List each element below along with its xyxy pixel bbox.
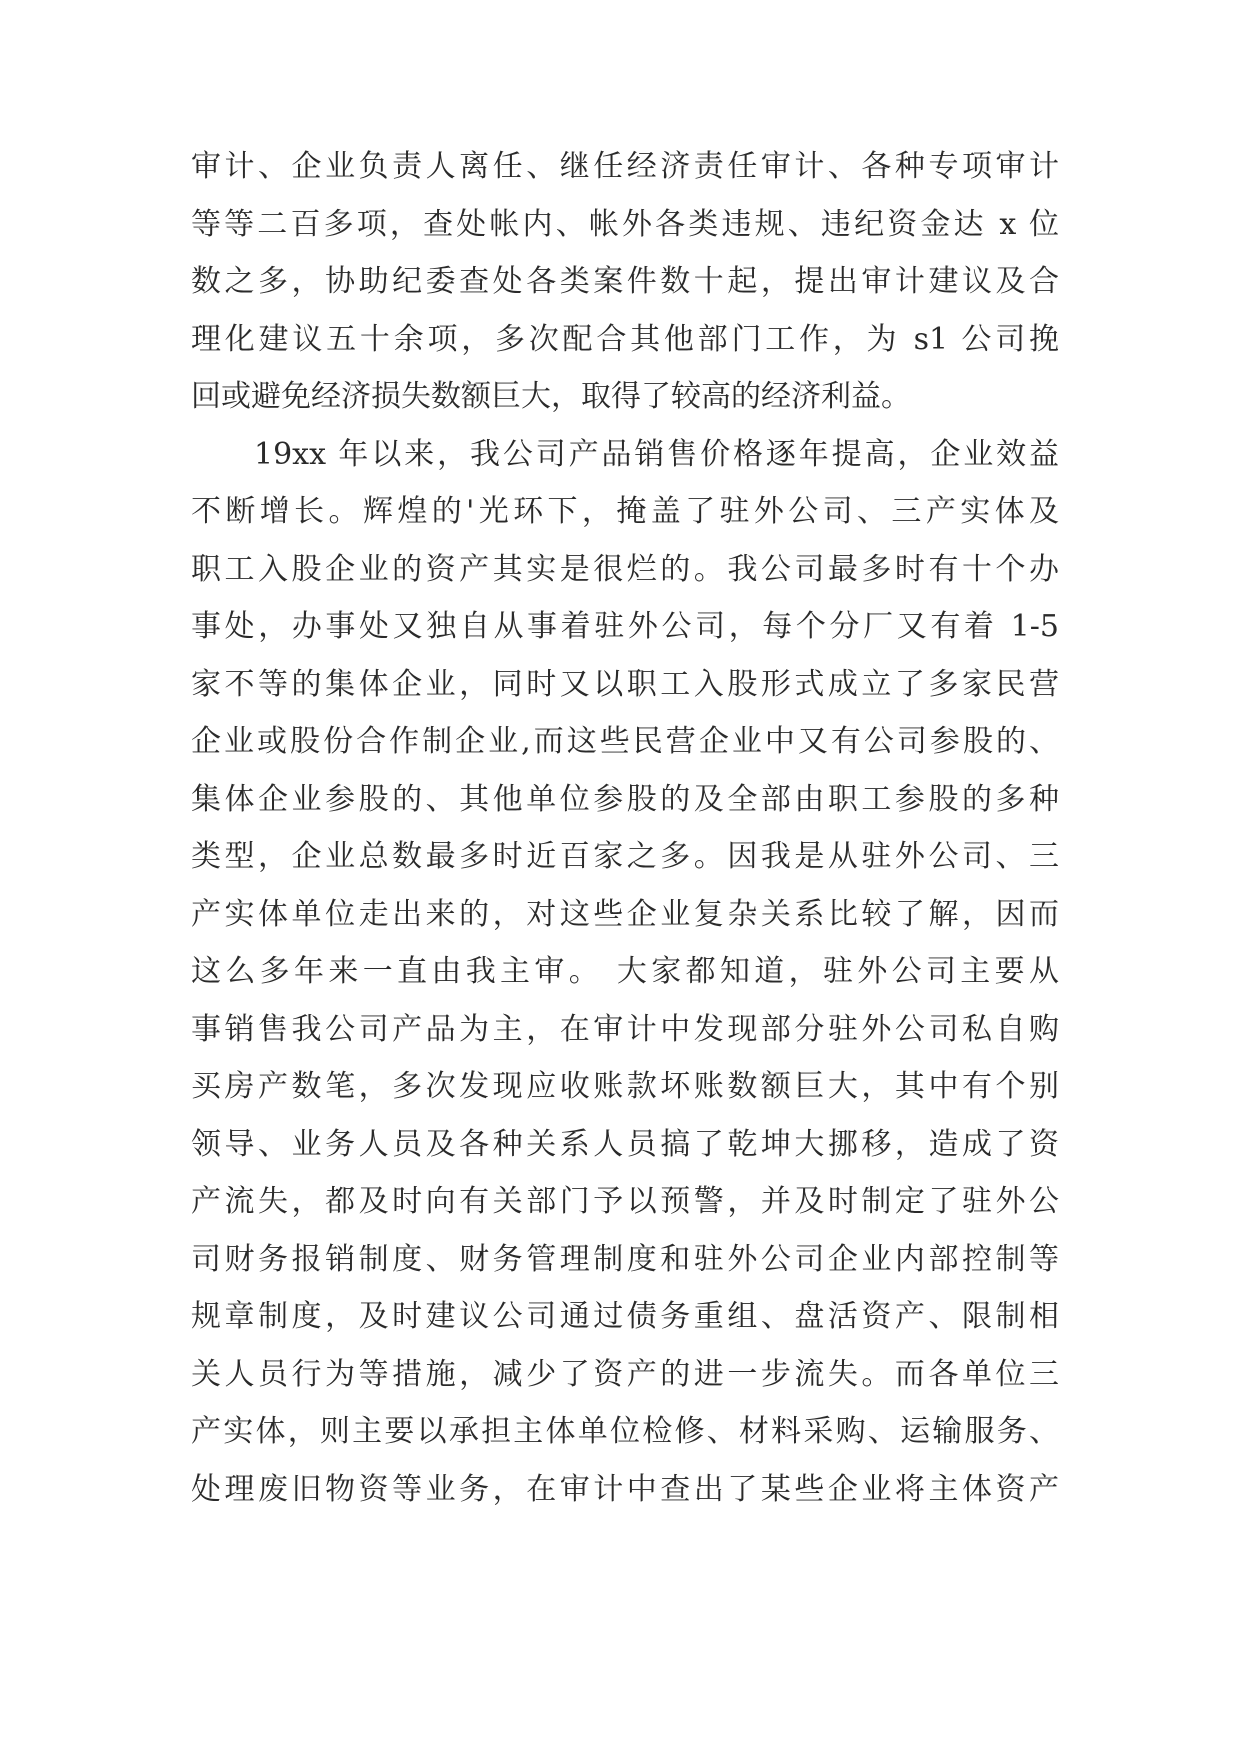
text-line: 领导、业务人员及各种关系人员搞了乾坤大挪移，造成了资 [191, 1126, 1059, 1162]
text-line: 事销售我公司产品为主，在审计中发现部分驻外公司私自购 [191, 1011, 1059, 1047]
text-line: 企业或股份合作制企业,而这些民营企业中又有公司参股的、 [191, 724, 1059, 759]
body-text [191, 138, 1059, 1518]
text-line: 产实体单位走出来的，对这些企业复杂关系比较了解，因而 [191, 896, 1059, 932]
text-line: 回或避免经济损失数额巨大，取得了较高的经济利益。 [191, 379, 911, 414]
text-line: 审计、企业负责人离任、继任经济责任审计、各种专项审计 [191, 149, 1059, 184]
text-line: 家不等的集体企业，同时又以职工入股形式成立了多家民营 [191, 666, 1059, 702]
text-line: 规章制度，及时建议公司通过债务重组、盘活资产、限制相 [191, 1299, 1059, 1334]
text-line: 理化建议五十余项，多次配合其他部门工作，为 s1 公司挽 [191, 321, 1059, 357]
text-line: 集体企业参股的、其他单位参股的及全部由职工参股的多种 [191, 781, 1059, 817]
text-line: 处理废旧物资等业务，在审计中查出了某些企业将主体资产 [191, 1471, 1059, 1507]
text-line: 等等二百多项，查处帐内、帐外各类违规、违纪资金达 x 位 [191, 206, 1059, 242]
text-line: 买房产数笔，多次发现应收账款坏账数额巨大，其中有个别 [191, 1069, 1059, 1104]
text-line: 数之多，协助纪委查处各类案件数十起，提出审计建议及合 [191, 264, 1059, 299]
text-line: 产实体，则主要以承担主体单位检修、材料采购、运输服务、 [191, 1414, 1059, 1449]
text-line: 司财务报销制度、财务管理制度和驻外公司企业内部控制等 [191, 1241, 1059, 1277]
paragraph-first-line: 19xx 年以来，我公司产品销售价格逐年提高，企业效益 [254, 436, 1059, 472]
text-line: 这么多年来一直由我主审。 大家都知道，驻外公司主要从 [191, 954, 1059, 989]
text-line: 职工入股企业的资产其实是很烂的。我公司最多时有十个办 [191, 551, 1059, 587]
text-line: 事处，办事处又独自从事着驻外公司，每个分厂又有着 1-5 [191, 609, 1059, 644]
text-line: 产流失，都及时向有关部门予以预警，并及时制定了驻外公 [191, 1184, 1059, 1219]
text-line: 不断增长。辉煌的'光环下，掩盖了驻外公司、三产实体及 [191, 494, 1059, 529]
text-line: 关人员行为等措施，减少了资产的进一步流失。而各单位三 [191, 1356, 1059, 1392]
text-line: 类型，企业总数最多时近百家之多。因我是从驻外公司、三 [191, 839, 1059, 874]
